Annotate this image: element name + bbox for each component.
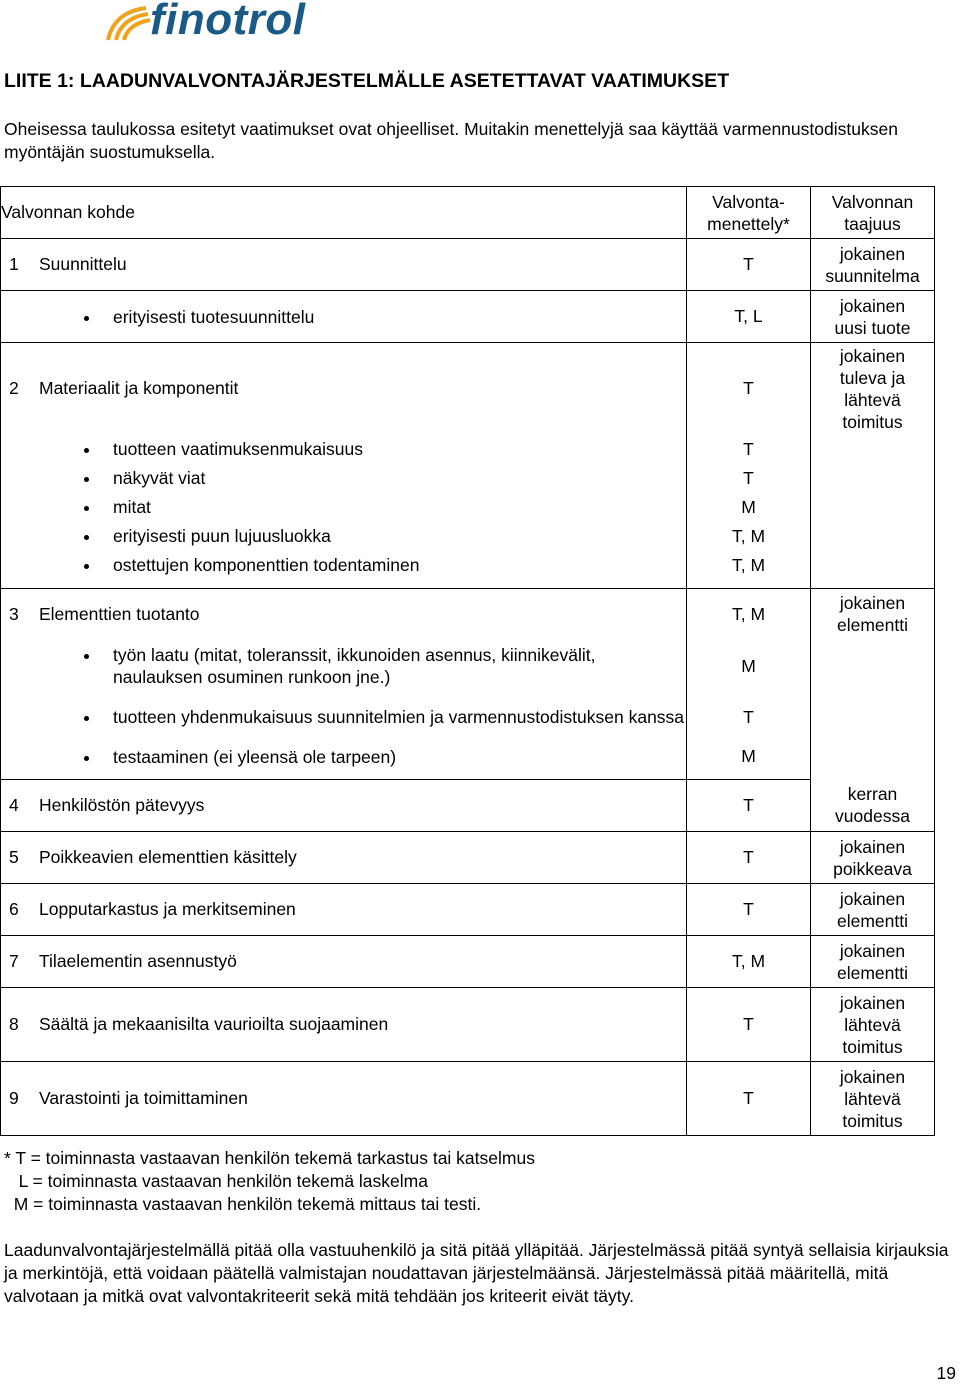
logo-swoosh-icon — [104, 2, 152, 42]
table-row — [1, 239, 935, 291]
row-frequency: jokainen elementti — [811, 936, 935, 988]
row-number: 8 — [9, 1014, 19, 1034]
row-label: työn laatu (mitat, toleranssit, ikkunoiden asennus, kiinnikevälit, naulauksen osuminen runkoon jne.) — [1, 644, 686, 688]
requirements-table — [0, 186, 935, 1136]
table-header-row — [1, 187, 935, 239]
row-label: Henkilöstön pätevyys — [39, 795, 205, 815]
row-label: Tilaelementin asennustyö — [39, 951, 237, 971]
row-method: T, M — [687, 936, 811, 988]
row-method: T — [687, 343, 811, 435]
row-label: mitat — [1, 496, 686, 518]
row-number: 5 — [9, 847, 19, 867]
row-method: T — [687, 464, 811, 493]
row-label: Suunnittelu — [39, 254, 127, 274]
row-method: T, M — [687, 588, 811, 640]
finotrol-logo — [104, 0, 364, 44]
row-method: T, M — [687, 551, 811, 580]
row-frequency: jokainen elementti — [811, 884, 935, 936]
row-method: T, L — [687, 291, 811, 343]
row-frequency: jokainen poikkeava — [811, 832, 935, 884]
row-label: Varastointi ja toimittaminen — [39, 1088, 248, 1108]
row-method: T, M — [687, 522, 811, 551]
table-row — [1, 832, 935, 884]
table-row — [1, 1062, 935, 1136]
row-frequency: jokainen lähtevä toimitus — [811, 988, 935, 1062]
row-frequency: kerran vuodessa — [811, 780, 935, 832]
row-frequency: jokainen tuleva ja lähtevä toimitus — [811, 343, 935, 435]
logo-text: finotrol — [150, 0, 306, 44]
footnote-line: M = toiminnasta vastaavan henkilön tekemä mittaus tai testi. — [13, 1194, 482, 1214]
row-method: T — [687, 692, 811, 742]
row-label: Poikkeavien elementtien käsittely — [39, 847, 297, 867]
row-label: Materiaalit ja komponentit — [39, 378, 239, 399]
page-number: 19 — [936, 1363, 956, 1383]
table-row — [1, 988, 935, 1062]
intro-paragraph: Oheisessa taulukossa esitetyt vaatimukset ovat ohjeelliset. Muitakin menettelyjä saa käyttää varmennustodistuksen myöntäjän suostumuksella. — [4, 119, 898, 162]
row-number: 2 — [9, 378, 19, 399]
row-number: 1 — [9, 254, 19, 274]
row-frequency: jokainen elementti — [811, 588, 935, 640]
table-row — [1, 780, 935, 832]
row-number: 7 — [9, 951, 19, 971]
header-kohde: Valvonnan kohde — [1, 187, 687, 239]
row-method: T — [687, 884, 811, 936]
row-method: T — [687, 988, 811, 1062]
table-row — [1, 522, 935, 551]
row-method: M — [687, 742, 811, 771]
table-row — [1, 936, 935, 988]
footnote-line: L = toiminnasta vastaavan henkilön tekemä laskelma — [18, 1171, 428, 1191]
row-method: T — [687, 780, 811, 832]
row-frequency: jokainen suunnitelma — [811, 239, 935, 291]
row-label: näkyvät viat — [1, 467, 686, 489]
row-method: T — [687, 1062, 811, 1136]
table-row — [1, 343, 935, 435]
header-taajuus: Valvonnan taajuus — [811, 187, 935, 239]
row-number: 4 — [9, 795, 19, 815]
table-row — [1, 551, 935, 580]
row-number: 6 — [9, 899, 19, 919]
footnote — [4, 1147, 535, 1216]
row-method: T — [687, 832, 811, 884]
table-row — [1, 640, 935, 692]
row-method: T — [687, 239, 811, 291]
row-label: Säältä ja mekaanisilta vaurioilta suojaaminen — [39, 1014, 389, 1034]
footnote-line: * T = toiminnasta vastaavan henkilön tekemä tarkastus tai katselmus — [4, 1148, 535, 1168]
table-row — [1, 464, 935, 493]
closing-paragraph: Laadunvalvontajärjestelmällä pitää olla vastuuhenkilö ja sitä pitää ylläpitää. Järjestelmässä pitää syntyä sellaisia kirjauksia ja merkintöjä, että voidaan päätellä valmistajan noudattavan järjestelmäänsä. Järjestelmässä pitää määritellä, mitä valvotaan ja mitkä ovat valvontakriteerit sekä mitä tehdään jos kriteerit eivät täyty. — [4, 1240, 949, 1306]
row-label: erityisesti puun lujuusluokka — [1, 525, 686, 547]
header-menettely: Valvonta- menettely* — [687, 187, 811, 239]
page-title: LIITE 1: LAADUNVALVONTAJÄRJESTELMÄLLE ASETETTAVAT VAATIMUKSET — [4, 70, 730, 92]
row-number: 9 — [9, 1088, 19, 1108]
table-row — [1, 742, 935, 771]
row-label: Elementtien tuotanto — [39, 603, 200, 624]
table-row — [1, 493, 935, 522]
row-label: tuotteen yhdenmukaisuus suunnitelmien ja varmennustodistuksen kanssa — [1, 706, 686, 728]
table-row — [1, 692, 935, 742]
table-row — [1, 291, 935, 343]
table-row — [1, 435, 935, 464]
row-method: M — [687, 640, 811, 692]
row-label: tuotteen vaatimuksenmukaisuus — [1, 438, 686, 460]
row-method: T — [687, 435, 811, 464]
row-number: 3 — [9, 603, 19, 624]
row-label: testaaminen (ei yleensä ole tarpeen) — [1, 746, 686, 768]
row-frequency: jokainen lähtevä toimitus — [811, 1062, 935, 1136]
row-method: M — [687, 493, 811, 522]
row-label: ostettujen komponenttien todentaminen — [1, 554, 686, 576]
row-label: erityisesti tuotesuunnittelu — [1, 306, 686, 328]
table-row — [1, 588, 935, 640]
table-row — [1, 884, 935, 936]
row-label: Lopputarkastus ja merkitseminen — [39, 899, 296, 919]
row-frequency: jokainen uusi tuote — [811, 291, 935, 343]
